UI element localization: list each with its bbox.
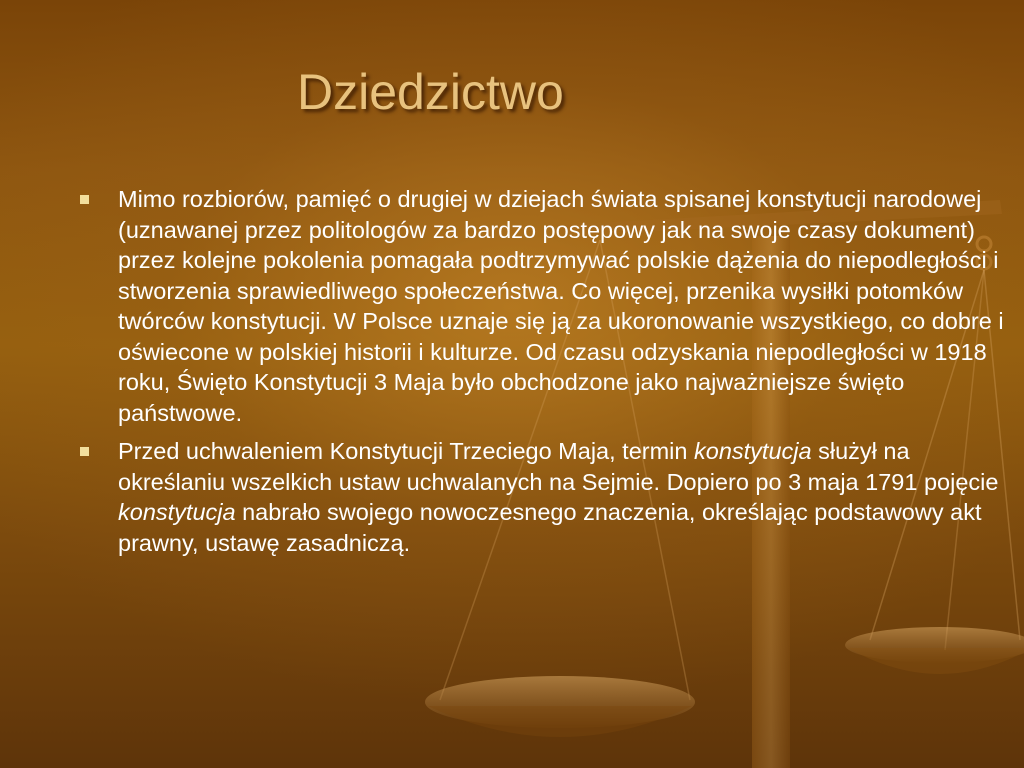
bullet-list (76, 184, 1021, 566)
square-bullet-icon (80, 447, 89, 456)
bullet-text: Mimo rozbiorów, pamięć o drugiej w dziejach świata spisanej konstytucji narodowej (uznawanej przez politologów za bardzo postępowy jak na swoje czasy dokument) przez kolejne pokolenia pomagała podtrzymywać polskie dążenia do niepodległości i stworzenia sprawiedliwego społeczeństwa. Co więcej, przenika wysiłki potomków twórców konstytucji. W Polsce uznaje się ją za ukoronowanie wszystkiego, co dobre i oświecone w polskiej historii i kulturze. Od czasu odzyskania niepodległości w 1918 roku, Święto Konstytucji 3 Maja było obchodzone jako najważniejsze święto państwowe. (118, 186, 1004, 426)
bullet-item-term-constitution (76, 436, 1021, 558)
bullet-item-heritage (76, 184, 1021, 428)
slide-title: Dziedzictwo (297, 64, 564, 120)
bullet-text-part: służył na określaniu wszelkich ustaw uchwalanych na Sejmie. Dopiero po 3 maja 1791 pojęcie (118, 438, 999, 495)
square-bullet-icon (80, 195, 89, 204)
italic-term: konstytucja (118, 499, 236, 525)
bullet-text-part: Przed uchwaleniem Konstytucji Trzeciego Maja, termin (118, 438, 694, 464)
bullet-text-part: nabrało swojego nowoczesnego znaczenia, określając podstawowy akt prawny, ustawę zasadniczą. (118, 499, 982, 556)
italic-term: konstytucja (694, 438, 812, 464)
